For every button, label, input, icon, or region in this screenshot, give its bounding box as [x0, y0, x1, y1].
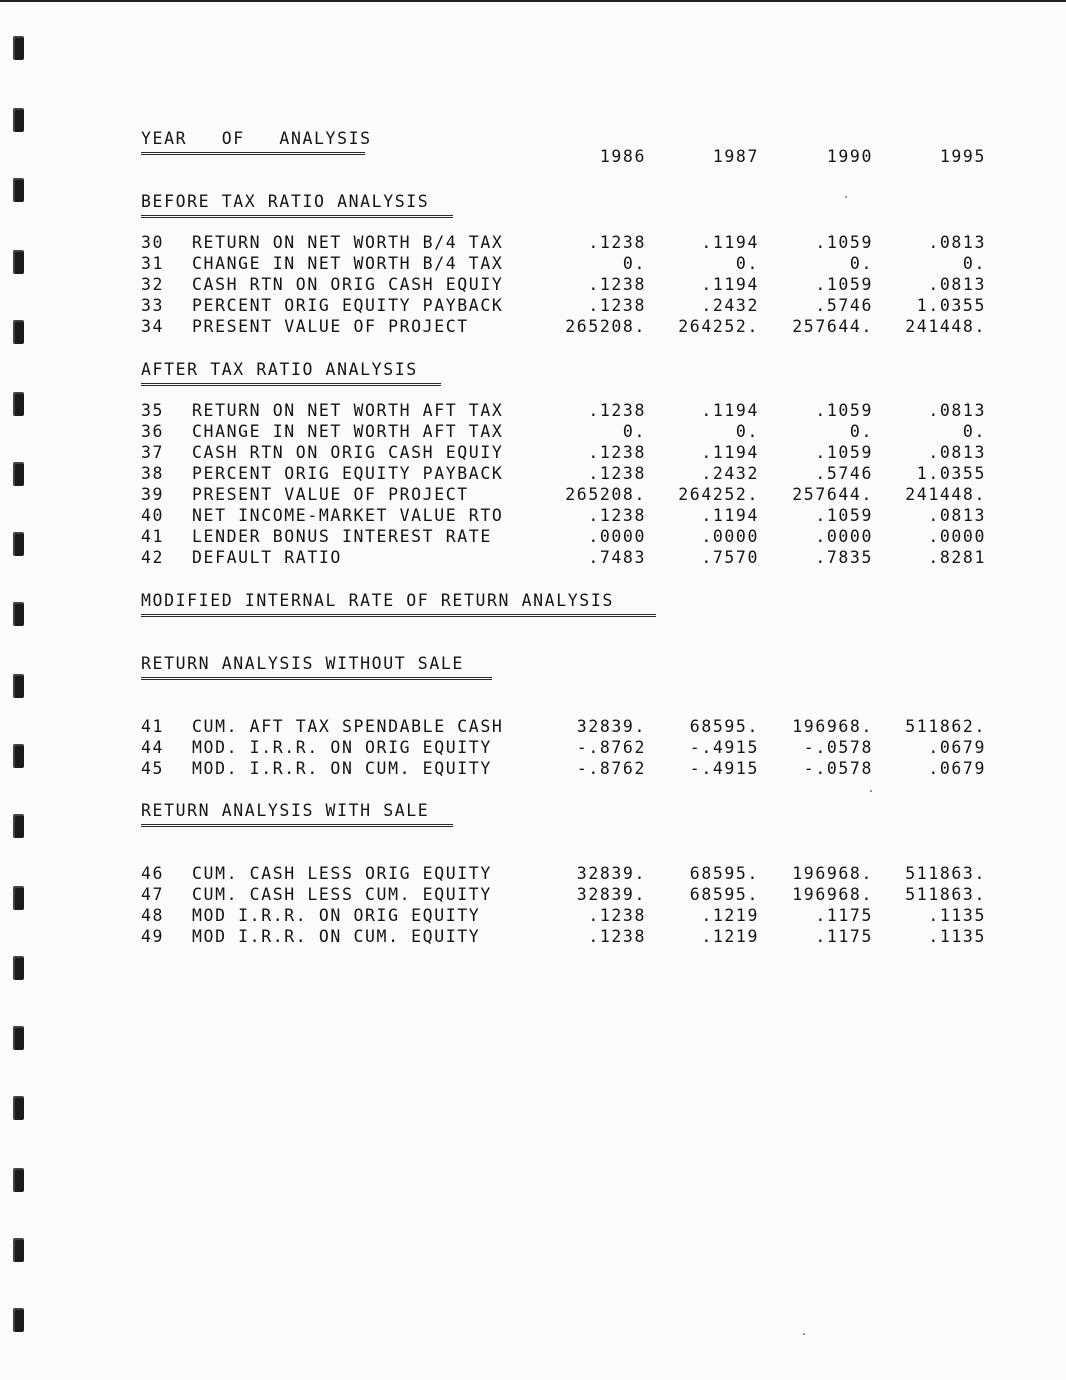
row-value: 32839. — [576, 864, 646, 883]
row-number: 44 — [141, 738, 165, 757]
row-label: CASH RTN ON ORIG CASH EQUIY — [192, 275, 504, 294]
row-number: 30 — [141, 233, 165, 252]
row-value: .0813 — [928, 401, 986, 420]
table-row — [141, 716, 991, 737]
row-label: PRESENT VALUE OF PROJECT — [192, 317, 469, 336]
row-value: .0000 — [588, 527, 646, 546]
row-value: .1194 — [701, 443, 759, 462]
row-number: 41 — [141, 527, 165, 546]
row-value: .0813 — [928, 506, 986, 525]
row-value: 0. — [849, 254, 873, 273]
row-number: 31 — [141, 254, 165, 273]
row-value: 0. — [622, 422, 646, 441]
row-value: .7835 — [815, 548, 873, 567]
row-label: DEFAULT RATIO — [192, 548, 342, 567]
row-value: -.4915 — [689, 759, 759, 778]
row-value: .1194 — [701, 401, 759, 420]
year-header: 1986 — [599, 147, 646, 166]
table-row — [141, 316, 991, 337]
row-label: CUM. AFT TAX SPENDABLE CASH — [192, 717, 504, 736]
row-value: .1059 — [815, 506, 873, 525]
row-value: .1238 — [588, 443, 646, 462]
section-underline — [141, 383, 441, 386]
row-value: 0. — [849, 422, 873, 441]
table-row — [141, 253, 991, 274]
row-value: .0679 — [928, 738, 986, 757]
row-value: 68595. — [689, 717, 759, 736]
row-value: 265208. — [565, 317, 646, 336]
row-value: .5746 — [815, 464, 873, 483]
row-value: .1194 — [701, 275, 759, 294]
table-row — [141, 274, 991, 295]
row-value: .1238 — [588, 401, 646, 420]
row-value: 32839. — [576, 885, 646, 904]
row-value: 511862. — [905, 717, 986, 736]
row-label: MOD I.R.R. ON CUM. EQUITY — [192, 927, 481, 946]
row-value: .1194 — [701, 506, 759, 525]
table-row — [141, 295, 991, 316]
row-number: 35 — [141, 401, 165, 420]
row-value: .1238 — [588, 233, 646, 252]
row-value: .1175 — [815, 927, 873, 946]
section-heading: RETURN ANALYSIS WITHOUT SALE — [141, 654, 464, 673]
row-number: 33 — [141, 296, 165, 315]
section-underline — [141, 215, 453, 218]
table-row — [141, 863, 991, 884]
section-heading: BEFORE TAX RATIO ANALYSIS — [141, 192, 430, 211]
row-label: MOD. I.R.R. ON CUM. EQUITY — [192, 759, 492, 778]
section-heading: RETURN ANALYSIS WITH SALE — [141, 801, 430, 820]
row-value: -.4915 — [689, 738, 759, 757]
row-number: 47 — [141, 885, 165, 904]
row-value: 196968. — [792, 864, 873, 883]
page-title: YEAR OF ANALYSIS — [141, 129, 372, 148]
row-label: RETURN ON NET WORTH B/4 TAX — [192, 233, 504, 252]
row-value: .5746 — [815, 296, 873, 315]
row-number: 39 — [141, 485, 165, 504]
table-row — [141, 547, 991, 568]
row-value: .0000 — [928, 527, 986, 546]
row-label: PERCENT ORIG EQUITY PAYBACK — [192, 296, 504, 315]
row-value: 68595. — [689, 864, 759, 883]
section-underline — [141, 824, 453, 827]
row-value: 241448. — [905, 317, 986, 336]
title-underline — [141, 152, 365, 155]
year-header: 1987 — [712, 147, 759, 166]
table-row — [141, 884, 991, 905]
table-row — [141, 232, 991, 253]
row-value: 0. — [735, 254, 759, 273]
row-value: 0. — [962, 422, 986, 441]
row-value: 264252. — [678, 485, 759, 504]
row-value: -.8762 — [576, 759, 646, 778]
row-value: .1219 — [701, 906, 759, 925]
row-label: CUM. CASH LESS CUM. EQUITY — [192, 885, 492, 904]
row-number: 34 — [141, 317, 165, 336]
speck — [870, 790, 872, 792]
section-underline — [141, 614, 656, 617]
row-label: CASH RTN ON ORIG CASH EQUIY — [192, 443, 504, 462]
row-number: 41 — [141, 717, 165, 736]
table-row — [141, 421, 991, 442]
row-value: 257644. — [792, 317, 873, 336]
row-number: 46 — [141, 864, 165, 883]
row-value: .0813 — [928, 275, 986, 294]
speck — [845, 196, 847, 198]
table-row — [141, 758, 991, 779]
row-value: .1135 — [928, 906, 986, 925]
row-label: CHANGE IN NET WORTH B/4 TAX — [192, 254, 504, 273]
row-label: LENDER BONUS INTEREST RATE — [192, 527, 492, 546]
row-value: .0679 — [928, 759, 986, 778]
row-value: .1059 — [815, 275, 873, 294]
row-value: .1059 — [815, 443, 873, 462]
row-value: .1238 — [588, 927, 646, 946]
row-value: .7483 — [588, 548, 646, 567]
row-value: -.0578 — [803, 759, 873, 778]
row-label: MOD I.R.R. ON ORIG EQUITY — [192, 906, 481, 925]
table-row — [141, 737, 991, 758]
row-value: 511863. — [905, 885, 986, 904]
row-label: CUM. CASH LESS ORIG EQUITY — [192, 864, 492, 883]
row-value: 0. — [622, 254, 646, 273]
row-value: 511863. — [905, 864, 986, 883]
row-value: 1.0355 — [916, 464, 986, 483]
row-value: 1.0355 — [916, 296, 986, 315]
section-heading: AFTER TAX RATIO ANALYSIS — [141, 360, 418, 379]
row-number: 32 — [141, 275, 165, 294]
row-value: .1194 — [701, 233, 759, 252]
row-value: 264252. — [678, 317, 759, 336]
row-number: 38 — [141, 464, 165, 483]
row-value: 241448. — [905, 485, 986, 504]
section-heading: MODIFIED INTERNAL RATE OF RETURN ANALYSIS — [141, 591, 614, 610]
row-value: 257644. — [792, 485, 873, 504]
row-value: .1175 — [815, 906, 873, 925]
row-value: .1238 — [588, 275, 646, 294]
row-label: PRESENT VALUE OF PROJECT — [192, 485, 469, 504]
row-label: RETURN ON NET WORTH AFT TAX — [192, 401, 504, 420]
row-value: .2432 — [701, 464, 759, 483]
row-value: .1059 — [815, 401, 873, 420]
row-value: 196968. — [792, 885, 873, 904]
row-value: .0813 — [928, 233, 986, 252]
row-value: .1059 — [815, 233, 873, 252]
table-row — [141, 526, 991, 547]
row-value: 68595. — [689, 885, 759, 904]
speck — [803, 1333, 805, 1335]
row-value: .0000 — [701, 527, 759, 546]
table-row — [141, 484, 991, 505]
row-label: CHANGE IN NET WORTH AFT TAX — [192, 422, 504, 441]
row-value: 32839. — [576, 717, 646, 736]
row-value: .1238 — [588, 906, 646, 925]
row-value: 265208. — [565, 485, 646, 504]
row-number: 48 — [141, 906, 165, 925]
row-value: 0. — [962, 254, 986, 273]
table-row — [141, 905, 991, 926]
table-row — [141, 400, 991, 421]
row-value: .1238 — [588, 464, 646, 483]
row-value: 0. — [735, 422, 759, 441]
row-number: 40 — [141, 506, 165, 525]
row-value: .7570 — [701, 548, 759, 567]
row-value: .2432 — [701, 296, 759, 315]
row-number: 45 — [141, 759, 165, 778]
row-number: 49 — [141, 927, 165, 946]
row-label: PERCENT ORIG EQUITY PAYBACK — [192, 464, 504, 483]
row-value: .1238 — [588, 296, 646, 315]
row-number: 37 — [141, 443, 165, 462]
year-header: 1990 — [826, 147, 873, 166]
row-value: .1219 — [701, 927, 759, 946]
row-value: -.8762 — [576, 738, 646, 757]
row-value: .8281 — [928, 548, 986, 567]
row-value: .0000 — [815, 527, 873, 546]
row-value: 196968. — [792, 717, 873, 736]
row-label: MOD. I.R.R. ON ORIG EQUITY — [192, 738, 492, 757]
section-underline — [141, 677, 492, 680]
row-value: .0813 — [928, 443, 986, 462]
table-row — [141, 926, 991, 947]
table-row — [141, 463, 991, 484]
row-value: -.0578 — [803, 738, 873, 757]
table-row — [141, 505, 991, 526]
year-header: 1995 — [939, 147, 986, 166]
row-number: 36 — [141, 422, 165, 441]
row-value: .1135 — [928, 927, 986, 946]
table-row — [141, 442, 991, 463]
row-number: 42 — [141, 548, 165, 567]
row-value: .1238 — [588, 506, 646, 525]
row-label: NET INCOME-MARKET VALUE RTO — [192, 506, 504, 525]
